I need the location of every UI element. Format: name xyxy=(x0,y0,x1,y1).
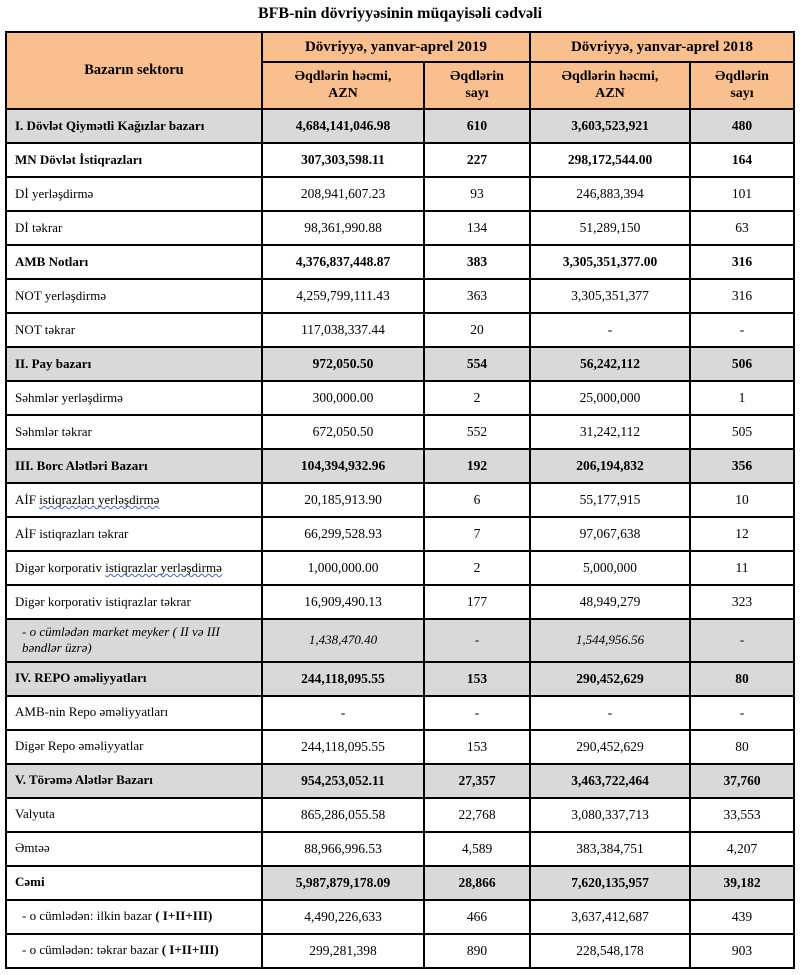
row-value: 4,589 xyxy=(424,832,530,866)
period-2019-header: Dövriyyə, yanvar-aprel 2019 xyxy=(262,32,530,62)
row-value: 439 xyxy=(690,900,794,934)
row-value: 363 xyxy=(424,279,530,313)
row-value: 66,299,528.93 xyxy=(262,517,424,551)
row-value: 1 xyxy=(690,381,794,415)
table-row xyxy=(6,551,794,585)
subheader-count-2019: Əqdlərin sayı xyxy=(424,62,530,109)
table-row xyxy=(6,313,794,347)
row-label-text: NOT təkrar xyxy=(15,321,76,337)
row-value: 300,000.00 xyxy=(262,381,424,415)
row-value: 97,067,638 xyxy=(530,517,690,551)
row-label-text: AİF xyxy=(15,491,40,507)
row-value: 1,438,470.40 xyxy=(262,619,424,662)
row-label-spellcheck-text: istiqrazlar yerləşdirmə xyxy=(105,559,222,575)
row-value: 20 xyxy=(424,313,530,347)
row-value: 3,305,351,377.00 xyxy=(530,245,690,279)
row-value: 16,909,490.13 xyxy=(262,585,424,619)
row-value: 177 xyxy=(424,585,530,619)
row-value: 12 xyxy=(690,517,794,551)
row-label-bold-suffix: ( I+II+III) xyxy=(161,942,219,958)
table-row xyxy=(6,245,794,279)
row-label xyxy=(6,764,262,798)
row-value: 316 xyxy=(690,245,794,279)
row-value: 298,172,544.00 xyxy=(530,143,690,177)
table-row xyxy=(6,832,794,866)
row-value: 554 xyxy=(424,347,530,381)
row-value: 356 xyxy=(690,449,794,483)
row-value: - xyxy=(530,313,690,347)
row-value: 164 xyxy=(690,143,794,177)
row-value: 552 xyxy=(424,415,530,449)
row-label-text: Dİ təkrar xyxy=(15,219,63,235)
row-value: 4,684,141,046.98 xyxy=(262,109,424,143)
row-value: 505 xyxy=(690,415,794,449)
row-value: 244,118,095.55 xyxy=(262,730,424,764)
row-label-text: AMB Notları xyxy=(15,253,89,269)
table-row xyxy=(6,415,794,449)
row-label xyxy=(6,109,262,143)
row-label xyxy=(6,415,262,449)
table-row xyxy=(6,934,794,968)
row-value: 206,194,832 xyxy=(530,449,690,483)
table-row xyxy=(6,177,794,211)
row-value: 3,603,523,921 xyxy=(530,109,690,143)
row-label xyxy=(6,517,262,551)
row-label-text: Digər korporativ istiqrazlar təkrar xyxy=(15,593,191,609)
row-value: 153 xyxy=(424,730,530,764)
row-value: 228,548,178 xyxy=(530,934,690,968)
row-label xyxy=(6,143,262,177)
row-value: 290,452,629 xyxy=(530,730,690,764)
row-value: 20,185,913.90 xyxy=(262,483,424,517)
row-value: 153 xyxy=(424,662,530,696)
row-value: 2 xyxy=(424,381,530,415)
period-2018-header: Dövriyyə, yanvar-aprel 2018 xyxy=(530,32,794,62)
row-value: 88,966,996.53 xyxy=(262,832,424,866)
row-value: 63 xyxy=(690,211,794,245)
row-label xyxy=(6,313,262,347)
table-row xyxy=(6,347,794,381)
row-label xyxy=(6,483,262,517)
row-value: 246,883,394 xyxy=(530,177,690,211)
row-value: 3,080,337,713 xyxy=(530,798,690,832)
row-value: 290,452,629 xyxy=(530,662,690,696)
row-label xyxy=(6,832,262,866)
row-label-text: - o cümlədən: təkrar bazar xyxy=(22,942,162,958)
row-value: 5,000,000 xyxy=(530,551,690,585)
row-value: 192 xyxy=(424,449,530,483)
row-label-text: I. Dövlət Qiymətli Kağızlar bazarı xyxy=(15,117,205,133)
row-value: 1,544,956.56 xyxy=(530,619,690,662)
table-row xyxy=(6,662,794,696)
comparison-table xyxy=(5,31,795,969)
row-value: 56,242,112 xyxy=(530,347,690,381)
row-value: 323 xyxy=(690,585,794,619)
row-label-bold-suffix: ( I+II+III) xyxy=(155,908,213,924)
row-value: 383,384,751 xyxy=(530,832,690,866)
row-label-text: Səhmlər yerləşdirmə xyxy=(15,389,123,405)
row-label-text: MN Dövlət İstiqrazları xyxy=(15,151,143,167)
row-label xyxy=(6,449,262,483)
table-row xyxy=(6,483,794,517)
row-value: 93 xyxy=(424,177,530,211)
row-value: 610 xyxy=(424,109,530,143)
row-label-text: III. Borc Alətləri Bazarı xyxy=(15,457,148,473)
table-row xyxy=(6,866,794,900)
row-value: 466 xyxy=(424,900,530,934)
page-title: BFB-nin dövriyyəsinin müqayisəli cədvəli xyxy=(257,5,543,22)
table-row xyxy=(6,381,794,415)
table-row xyxy=(6,798,794,832)
subheader-volume-2018: Əqdlərin həcmi, AZN xyxy=(530,62,690,109)
table-row xyxy=(6,900,794,934)
row-value: 28,866 xyxy=(424,866,530,900)
row-value: - xyxy=(424,696,530,730)
row-label-text: IV. REPO əməliyyatları xyxy=(15,670,147,686)
table-row xyxy=(6,619,794,662)
row-label xyxy=(6,551,262,585)
row-value: 10 xyxy=(690,483,794,517)
row-label xyxy=(6,347,262,381)
table-row xyxy=(6,517,794,551)
row-value: - xyxy=(690,619,794,662)
table-row xyxy=(6,585,794,619)
row-value: - xyxy=(690,696,794,730)
row-value: 22,768 xyxy=(424,798,530,832)
table-row xyxy=(6,730,794,764)
row-label xyxy=(6,696,262,730)
table-body xyxy=(6,109,794,968)
row-label-text: - o cümlədən market meyker ( II və III bəndlər üzrə) xyxy=(22,624,220,656)
row-label-text: V. Törəmə Alətlər Bazarı xyxy=(15,772,153,788)
row-value: 7 xyxy=(424,517,530,551)
row-label xyxy=(6,585,262,619)
row-label-text: Digər korporativ xyxy=(15,559,106,575)
row-value: 80 xyxy=(690,730,794,764)
row-value: 227 xyxy=(424,143,530,177)
row-label-text: AİF istiqrazları təkrar xyxy=(15,525,129,541)
row-label-text: Digər Repo əməliyyatlar xyxy=(15,738,144,754)
row-value: 316 xyxy=(690,279,794,313)
row-value: 307,303,598.11 xyxy=(262,143,424,177)
table-row xyxy=(6,764,794,798)
row-value: 865,286,055.58 xyxy=(262,798,424,832)
row-value: 33,553 xyxy=(690,798,794,832)
row-label-text: NOT yerləşdirmə xyxy=(15,287,107,303)
row-value: 4,259,799,111.43 xyxy=(262,279,424,313)
row-value: 972,050.50 xyxy=(262,347,424,381)
row-value: 117,038,337.44 xyxy=(262,313,424,347)
row-label-text: Əmtəə xyxy=(15,840,50,856)
subheader-volume-2019: Əqdlərin həcmi, AZN xyxy=(262,62,424,109)
row-value: 31,242,112 xyxy=(530,415,690,449)
row-value: 48,949,279 xyxy=(530,585,690,619)
row-value: - xyxy=(262,696,424,730)
row-value: 1,000,000.00 xyxy=(262,551,424,585)
row-label xyxy=(6,619,262,662)
row-value: 383 xyxy=(424,245,530,279)
row-label-text: Dİ yerləşdirmə xyxy=(15,185,94,201)
table-header xyxy=(6,32,794,109)
row-label-text: Səhmlər təkrar xyxy=(15,423,92,439)
row-label-text: - o cümlədən: ilkin bazar xyxy=(22,908,156,924)
row-value: 6 xyxy=(424,483,530,517)
row-label-spellcheck-text: istiqrazları yerləşdirmə xyxy=(39,491,160,507)
row-value: 244,118,095.55 xyxy=(262,662,424,696)
row-value: 80 xyxy=(690,662,794,696)
row-label xyxy=(6,211,262,245)
row-value: 506 xyxy=(690,347,794,381)
row-value: 3,463,722,464 xyxy=(530,764,690,798)
row-value: 903 xyxy=(690,934,794,968)
row-value: - xyxy=(424,619,530,662)
sector-column-header: Bazarın sektoru xyxy=(6,32,262,109)
row-value: 672,050.50 xyxy=(262,415,424,449)
table-row xyxy=(6,279,794,313)
row-label xyxy=(6,934,262,968)
row-label xyxy=(6,245,262,279)
table-row xyxy=(6,449,794,483)
subheader-count-2018: Əqdlərin sayı xyxy=(690,62,794,109)
row-label-text: Valyuta xyxy=(15,806,55,822)
row-value: 480 xyxy=(690,109,794,143)
row-value: 299,281,398 xyxy=(262,934,424,968)
row-label xyxy=(6,730,262,764)
row-value: 2 xyxy=(424,551,530,585)
row-value: 134 xyxy=(424,211,530,245)
row-value: 101 xyxy=(690,177,794,211)
row-value: 11 xyxy=(690,551,794,585)
row-label xyxy=(6,662,262,696)
row-value: 104,394,932.96 xyxy=(262,449,424,483)
row-value: 51,289,150 xyxy=(530,211,690,245)
row-label-text: AMB-nin Repo əməliyyatları xyxy=(15,704,169,720)
row-value: 39,182 xyxy=(690,866,794,900)
row-value: - xyxy=(690,313,794,347)
row-value: 208,941,607.23 xyxy=(262,177,424,211)
row-value: 4,490,226,633 xyxy=(262,900,424,934)
row-label-text: II. Pay bazarı xyxy=(15,355,92,371)
row-value: 98,361,990.88 xyxy=(262,211,424,245)
row-value: 3,305,351,377 xyxy=(530,279,690,313)
row-label xyxy=(6,177,262,211)
row-value: 954,253,052.11 xyxy=(262,764,424,798)
row-label-text: Cəmi xyxy=(15,874,45,890)
row-value: 3,637,412,687 xyxy=(530,900,690,934)
table-row xyxy=(6,143,794,177)
row-value: 27,357 xyxy=(424,764,530,798)
row-value: - xyxy=(530,696,690,730)
row-value: 890 xyxy=(424,934,530,968)
table-row xyxy=(6,696,794,730)
row-label xyxy=(6,381,262,415)
table-row xyxy=(6,109,794,143)
row-label xyxy=(6,900,262,934)
row-value: 7,620,135,957 xyxy=(530,866,690,900)
row-value: 37,760 xyxy=(690,764,794,798)
row-value: 5,987,879,178.09 xyxy=(262,866,424,900)
row-value: 25,000,000 xyxy=(530,381,690,415)
row-label xyxy=(6,866,262,900)
row-label xyxy=(6,798,262,832)
row-value: 55,177,915 xyxy=(530,483,690,517)
row-label xyxy=(6,279,262,313)
row-value: 4,376,837,448.87 xyxy=(262,245,424,279)
row-value: 4,207 xyxy=(690,832,794,866)
table-row xyxy=(6,211,794,245)
